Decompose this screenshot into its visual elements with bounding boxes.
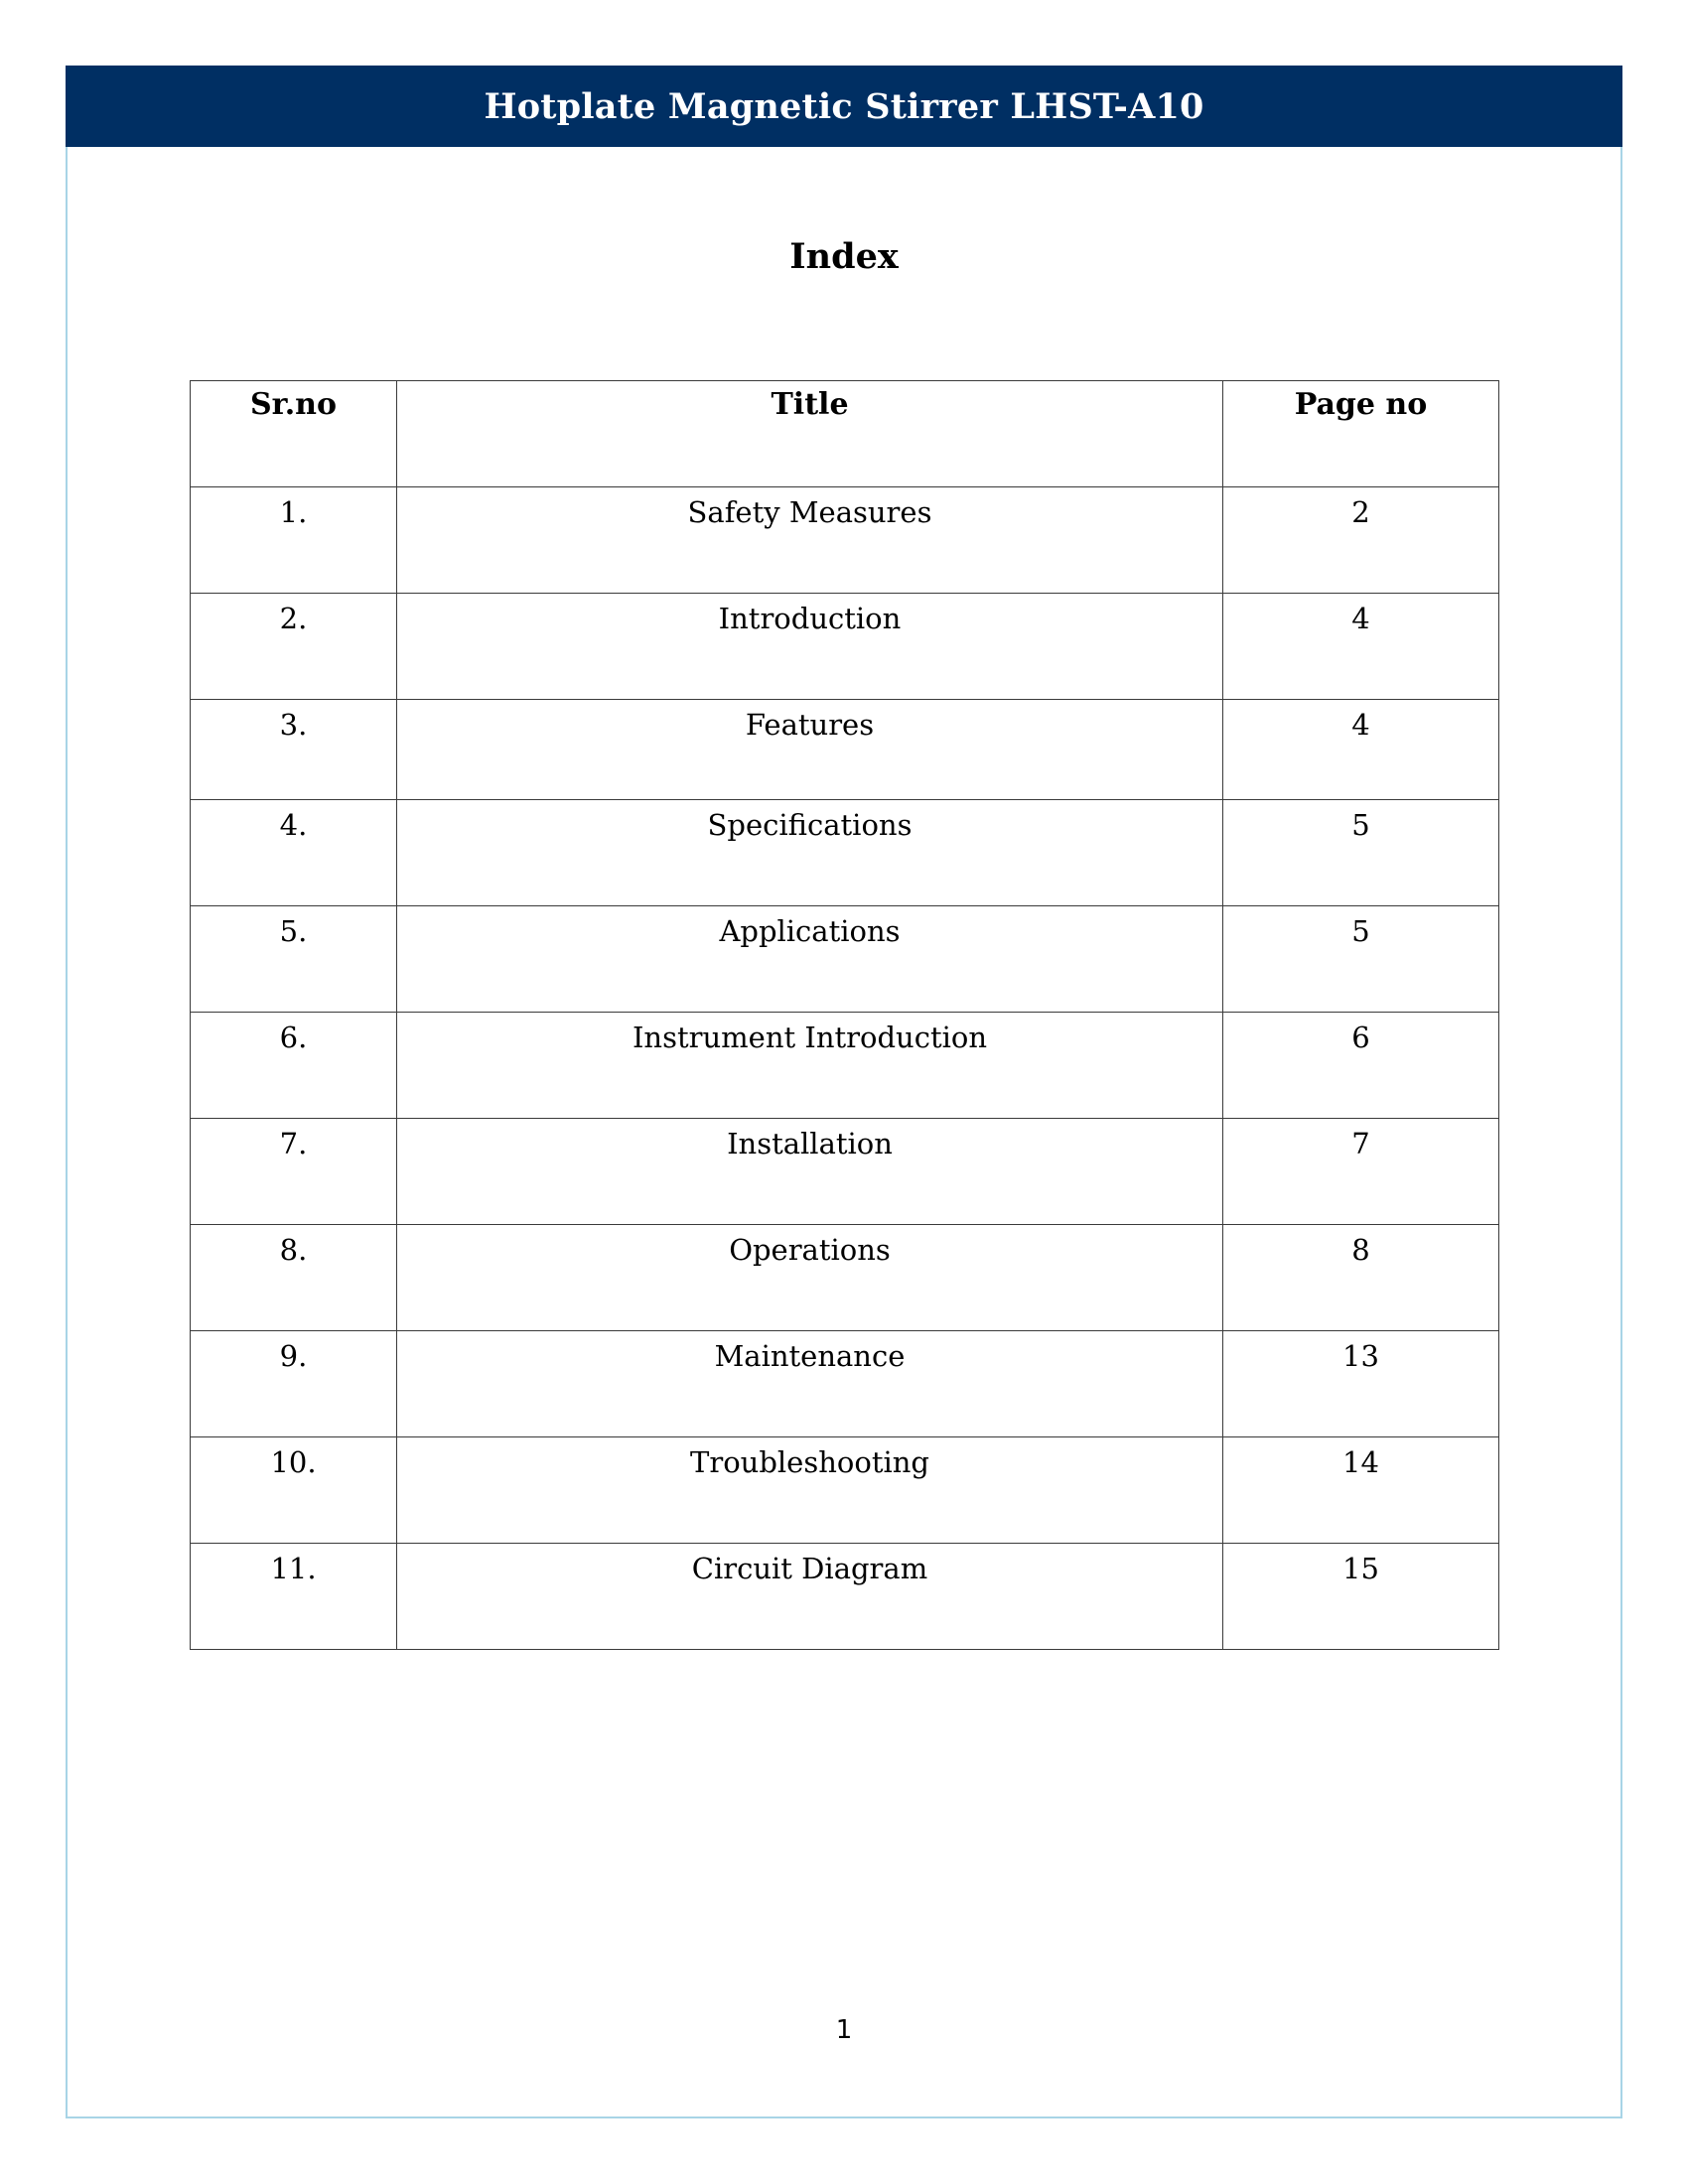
- table-row: [191, 1119, 1499, 1225]
- table-header-row: [191, 381, 1499, 487]
- row-title: Applications: [397, 906, 1223, 1013]
- row-title: Installation: [397, 1119, 1223, 1225]
- index-heading: Index: [789, 236, 899, 277]
- table-row: [191, 1013, 1499, 1119]
- row-srno: 7.: [191, 1119, 397, 1225]
- row-title: Specifications: [397, 800, 1223, 906]
- row-page: 13: [1223, 1331, 1499, 1437]
- table-row: [191, 800, 1499, 906]
- row-page: 4: [1223, 700, 1499, 800]
- row-title: Introduction: [397, 594, 1223, 700]
- table-row: [191, 594, 1499, 700]
- row-page: 14: [1223, 1437, 1499, 1544]
- table-row: [191, 906, 1499, 1013]
- row-srno: 3.: [191, 700, 397, 800]
- row-title: Maintenance: [397, 1331, 1223, 1437]
- row-page: 6: [1223, 1013, 1499, 1119]
- row-srno: 5.: [191, 906, 397, 1013]
- table-row: [191, 1331, 1499, 1437]
- row-srno: 8.: [191, 1225, 397, 1331]
- row-page: 5: [1223, 800, 1499, 906]
- column-header-srno: Sr.no: [191, 381, 397, 487]
- row-title: Safety Measures: [397, 487, 1223, 594]
- row-srno: 2.: [191, 594, 397, 700]
- row-srno: 4.: [191, 800, 397, 906]
- row-page: 4: [1223, 594, 1499, 700]
- row-page: 8: [1223, 1225, 1499, 1331]
- row-title: Operations: [397, 1225, 1223, 1331]
- table-row: [191, 1225, 1499, 1331]
- row-title: Instrument Introduction: [397, 1013, 1223, 1119]
- row-page: 7: [1223, 1119, 1499, 1225]
- row-srno: 9.: [191, 1331, 397, 1437]
- page-number: 1: [835, 2015, 853, 2045]
- document-title: Hotplate Magnetic Stirrer LHST-A10: [484, 85, 1204, 127]
- table-row: [191, 1437, 1499, 1544]
- row-title: Troubleshooting: [397, 1437, 1223, 1544]
- row-page: 15: [1223, 1544, 1499, 1650]
- row-srno: 6.: [191, 1013, 397, 1119]
- row-srno: 1.: [191, 487, 397, 594]
- table-row: [191, 1544, 1499, 1650]
- table-row: [191, 487, 1499, 594]
- index-table: [190, 380, 1499, 1650]
- row-page: 5: [1223, 906, 1499, 1013]
- column-header-page: Page no: [1223, 381, 1499, 487]
- table-row: [191, 700, 1499, 800]
- row-title: Circuit Diagram: [397, 1544, 1223, 1650]
- row-srno: 11.: [191, 1544, 397, 1650]
- row-page: 2: [1223, 487, 1499, 594]
- row-title: Features: [397, 700, 1223, 800]
- row-srno: 10.: [191, 1437, 397, 1544]
- column-header-title: Title: [397, 381, 1223, 487]
- header-band: [66, 66, 1622, 147]
